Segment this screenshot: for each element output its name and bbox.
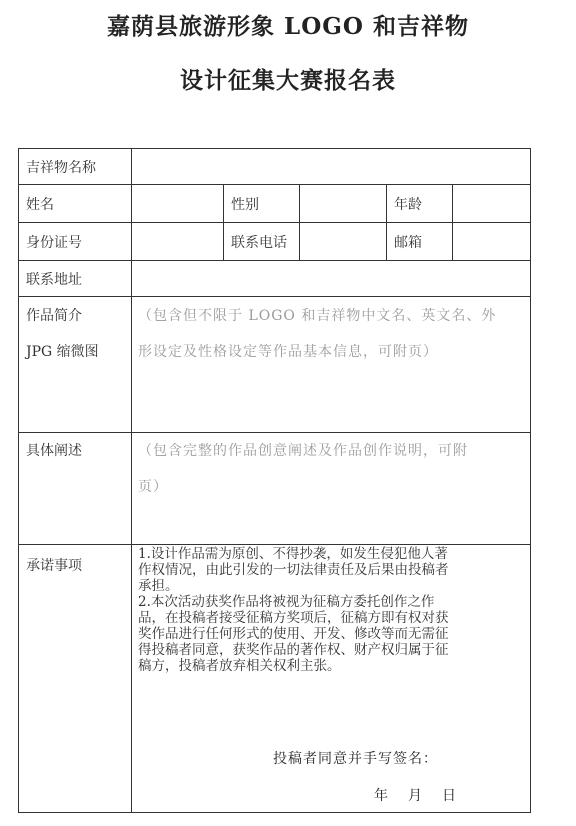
intro-hint-line2: 形设定及性格设定等作品基本信息，可附页） bbox=[138, 344, 438, 360]
name-field[interactable] bbox=[132, 185, 224, 223]
thumbnail-label: JPG 缩微图 bbox=[26, 344, 99, 360]
id-number-label: 身份证号 bbox=[19, 223, 132, 261]
registration-form-table bbox=[18, 148, 531, 813]
age-field[interactable] bbox=[453, 185, 531, 223]
id-number-field[interactable] bbox=[132, 223, 224, 261]
form-title-line2: 设计征集大赛报名表 bbox=[180, 67, 396, 94]
detail-hint-line1: （包含完整的作品创意阐述及作品创作说明，可附 bbox=[138, 443, 468, 459]
promise-item-2-line4: 得投稿者同意，获奖作品的著作权、财产权归属于征 bbox=[138, 642, 449, 658]
mascot-name-label: 吉祥物名称 bbox=[19, 149, 132, 185]
signature-label: 投稿者同意并手写签名： bbox=[273, 751, 438, 767]
promise-item-1-line3: 承担。 bbox=[138, 578, 179, 594]
promise-item-2-line5: 稿方，投稿者放弃相关权利主张。 bbox=[138, 658, 341, 674]
intro-field[interactable] bbox=[132, 297, 531, 433]
promise-item-2-line1: 2.本次活动获奖作品将被视为征稿方委托创作之作 bbox=[138, 594, 435, 610]
promise-item-2-line2: 品，在投稿者接受征稿方奖项后，征稿方即有权对获 bbox=[138, 610, 449, 626]
promise-item-1-line1: 1.设计作品需为原创、不得抄袭，如发生侵犯他人著 bbox=[138, 546, 448, 562]
promise-cell bbox=[132, 545, 531, 813]
email-label: 邮箱 bbox=[387, 223, 453, 261]
detail-hint-line2: 页） bbox=[138, 479, 168, 495]
name-label: 姓名 bbox=[19, 185, 132, 223]
gender-field[interactable] bbox=[300, 185, 387, 223]
promise-item-2-line3: 奖作品进行任何形式的使用、开发、修改等而无需征 bbox=[138, 626, 449, 642]
detail-field[interactable] bbox=[132, 433, 531, 545]
form-title-line1: 嘉荫县旅游形象 LOGO 和吉祥物 bbox=[107, 13, 469, 40]
gender-label: 性别 bbox=[224, 185, 300, 223]
address-field[interactable] bbox=[132, 261, 531, 297]
promise-label: 承诺事项 bbox=[19, 545, 132, 813]
age-label: 年龄 bbox=[387, 185, 453, 223]
intro-hint-line1: （包含但不限于 LOGO 和吉祥物中文名、英文名、外 bbox=[138, 308, 497, 324]
intro-label: 作品简介 bbox=[26, 308, 82, 324]
detail-label: 具体阐述 bbox=[19, 433, 132, 545]
intro-label-cell bbox=[19, 297, 132, 433]
address-label: 联系地址 bbox=[19, 261, 132, 297]
phone-field[interactable] bbox=[300, 223, 387, 261]
promise-item-1-line2: 作权情况，由此引发的一切法律责任及后果由投稿者 bbox=[138, 562, 449, 578]
phone-label: 联系电话 bbox=[224, 223, 300, 261]
mascot-name-field[interactable] bbox=[132, 149, 531, 185]
date-label: 年 月 日 bbox=[374, 788, 459, 804]
email-field[interactable] bbox=[453, 223, 531, 261]
